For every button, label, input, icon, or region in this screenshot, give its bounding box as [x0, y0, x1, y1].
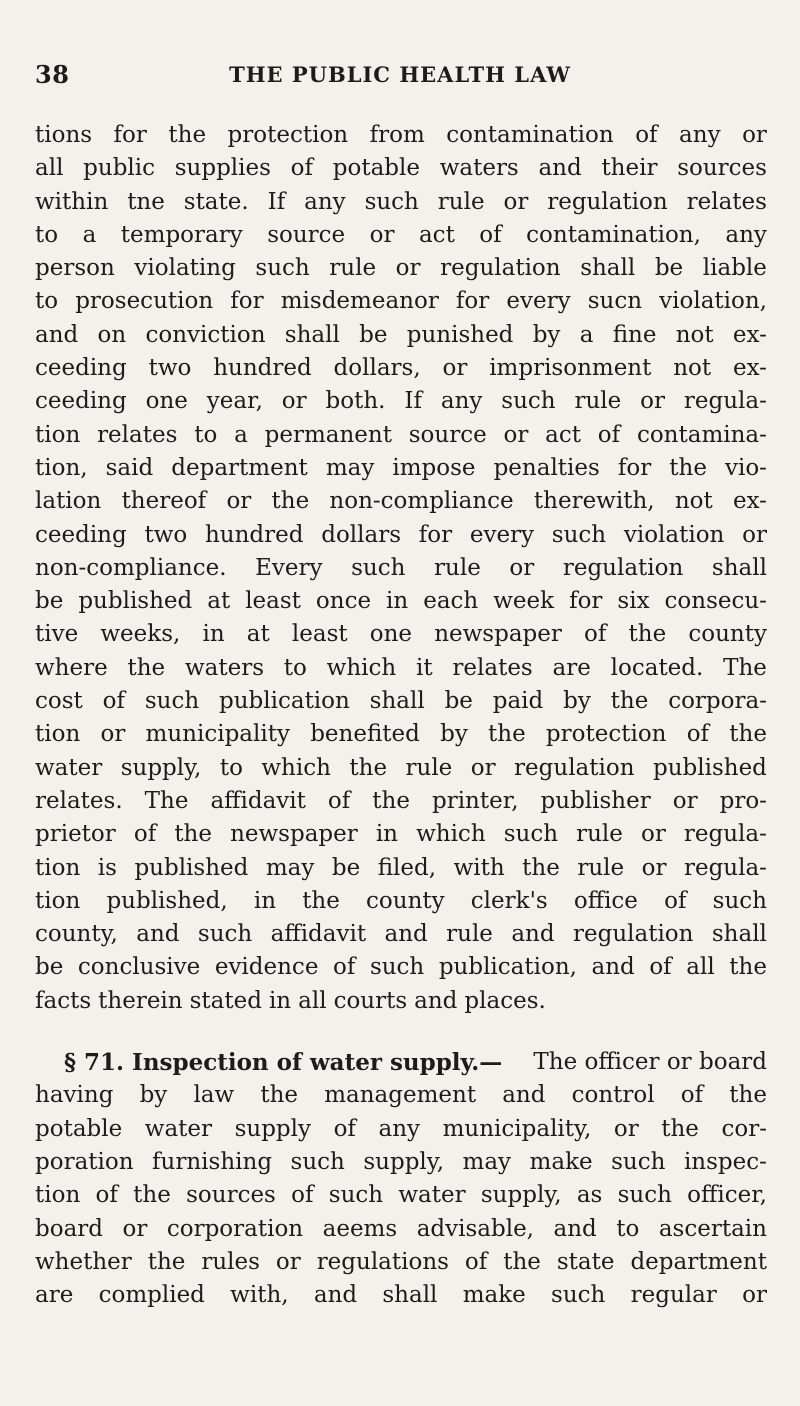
text-line: where the waters to which it relates are located. The [35, 654, 767, 681]
text-line: tive weeks, in at least one newspaper of the county [35, 621, 767, 648]
text-line: potable water supply of any municipality, or the cor- [35, 1115, 767, 1142]
section-71-heading: § 71. Inspection of water supply.— [64, 1049, 503, 1077]
text-line: whether the rules or regulations of the state department [35, 1248, 767, 1275]
text-line: tion, said department may impose penalties for the vio- [35, 454, 767, 481]
page-number: 38 [35, 60, 70, 89]
body-text [35, 119, 767, 1312]
text-line: tion relates to a permanent source or act of contamina- [35, 421, 767, 448]
text-line: tion or municipality benefited by the protection of the [35, 721, 767, 748]
text-line: cost of such publication shall be paid by the corpora- [35, 688, 767, 715]
text-line: be published at least once in each week for six consecu- [35, 588, 767, 615]
text-line: are complied with, and shall make such regular or [35, 1282, 767, 1309]
text-line: water supply, to which the rule or regulation published [35, 754, 767, 781]
text-line: all public supplies of potable waters and their sources [35, 155, 767, 182]
text-line: tion of the sources of such water supply, as such officer, [35, 1182, 767, 1209]
text-line: person violating such rule or regulation shall be liable [35, 255, 767, 282]
text-line: ceeding one year, or both. If any such rule or regula- [35, 388, 767, 415]
text-line: tions for the protection from contamination of any or [35, 122, 767, 148]
section-71-body [35, 1079, 767, 1312]
running-title: THE PUBLIC HEALTH LAW [229, 62, 571, 87]
text-line: tion published, in the county clerk's office of such [35, 887, 767, 914]
text-line: to a temporary source or act of contamination, any [35, 221, 767, 248]
text-line: lation thereof or the non-compliance therewith, not ex- [35, 488, 767, 515]
text-line: tion is published may be filed, with the rule or regula- [35, 854, 767, 881]
text-line: within tne state. If any such rule or regulation relates [35, 188, 767, 215]
text-line: relates. The affidavit of the printer, publisher or pro- [35, 787, 767, 814]
text-line: having by law the management and control of the [35, 1082, 767, 1109]
text-line: ceeding two hundred dollars for every such violation or [35, 521, 767, 548]
text-line: board or corporation aeems advisable, and to ascertain [35, 1215, 767, 1242]
text-line: ceeding two hundred dollars, or imprisonment not ex- [35, 355, 767, 382]
text-line: to prosecution for misdemeanor for every sucn violation, [35, 288, 767, 315]
text-line: county, and such affidavit and rule and regulation shall [35, 921, 767, 948]
paragraph-protection-rules [35, 119, 767, 1018]
section-71-first-line-text: The officer or board [533, 1049, 767, 1076]
page-header [35, 60, 765, 96]
section-71-first-line [35, 1046, 767, 1079]
text-line: facts therein stated in all courts and places. [35, 987, 546, 1014]
text-line: non-compliance. Every such rule or regulation shall [35, 554, 767, 581]
paragraph-gap [35, 1018, 767, 1046]
text-line: be conclusive evidence of such publication, and of all the [35, 954, 767, 981]
section-71-inspection-of-water-supply [35, 1046, 767, 1312]
text-line: prietor of the newspaper in which such rule or regula- [35, 821, 767, 848]
text-line: poration furnishing such supply, may make such inspec- [35, 1148, 767, 1175]
text-line: and on conviction shall be punished by a fine not ex- [35, 321, 767, 348]
